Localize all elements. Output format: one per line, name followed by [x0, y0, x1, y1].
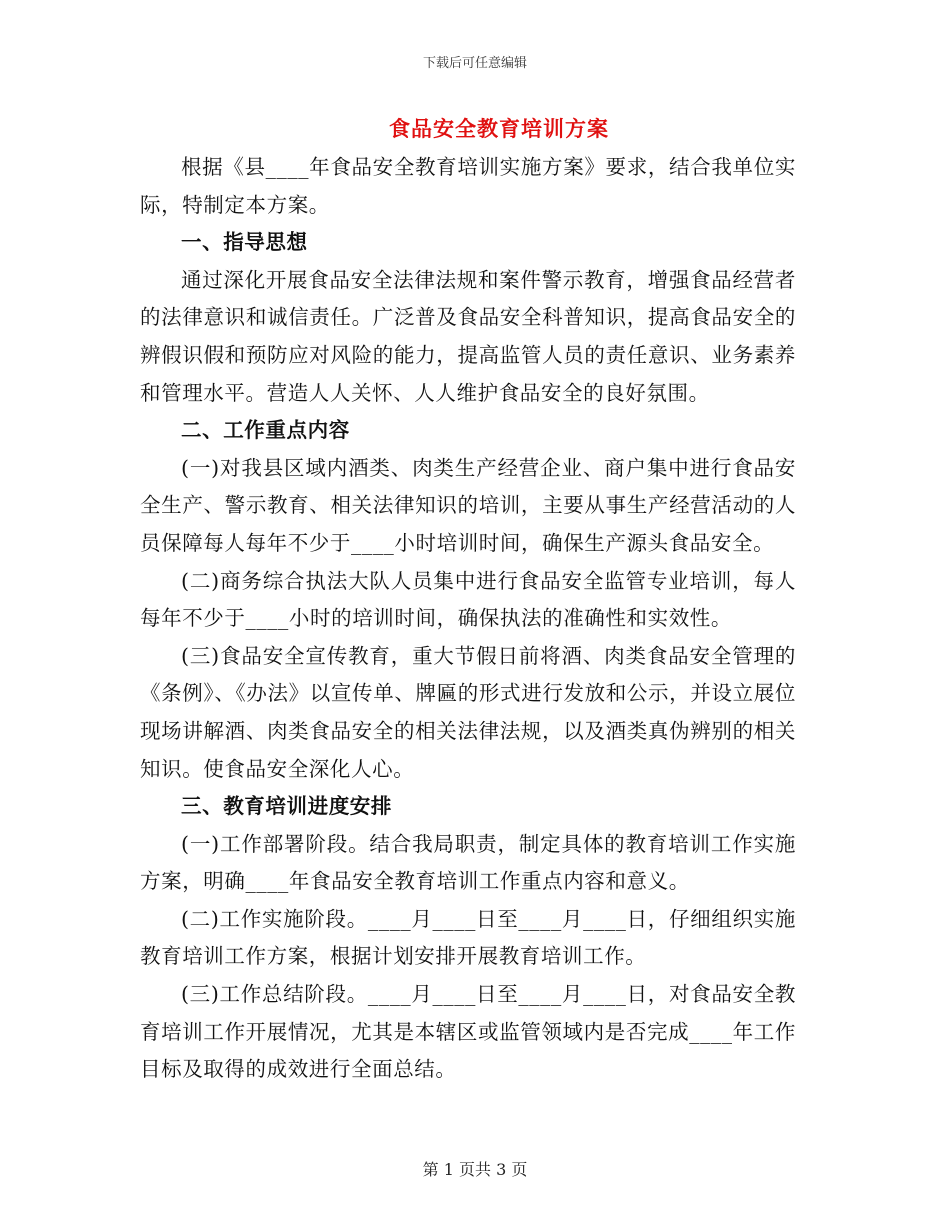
section-heading-3: 三、教育培训进度安排 [181, 794, 392, 819]
intro-paragraph: 根据《县____年食品安全教育培训实施方案》要求，结合我单位实际，特制定本方案。 [140, 155, 796, 217]
section-heading-1: 一、指导思想 [181, 230, 308, 255]
section-3-paragraph-1: (一)工作部署阶段。结合我局职责，制定具体的教育培训工作实施方案，明确____年食品安全教育培训工作重点内容和意义。 [140, 831, 796, 894]
top-note: 下载后可任意编辑 [422, 56, 527, 71]
section-2-paragraph-2: (二)商务综合执法大队人员集中进行食品安全监管专业培训，每人每年不少于____小时的培训时间，确保执法的准确性和实效性。 [140, 568, 796, 631]
section-2-paragraph-1: (一)对我县区域内酒类、肉类生产经营企业、商户集中进行食品安全生产、警示教育、相关法律知识的培训，主要从事生产经营活动的人员保障每人每年不少于____小时培训时间，确保生产源头食品安全。 [140, 455, 796, 555]
section-3-paragraph-3: (三)工作总结阶段。____月____日至____月____日，对食品安全教育培训工作开展情况，尤其是本辖区或监管领域内是否完成____年工作目标及取得的成效进行全面总结。 [140, 982, 796, 1082]
section-2-paragraph-3: (三)食品安全宣传教育，重大节假日前将酒、肉类食品安全管理的《条例》、《办法》以宣传单、牌匾的形式进行发放和公示，并设立展位现场讲解酒、肉类食品安全的相关法律法规，以及酒类真伪辨别的相关知识。使食品安全深化人心。 [140, 643, 796, 781]
section-1-paragraph-1: 通过深化开展食品安全法律法规和案件警示教育，增强食品经营者的法律意识和诚信责任。广泛普及食品安全科普知识，提高食品安全的辨假识假和预防应对风险的能力，提高监管人员的责任意识、业务素养和管理水平。营造人人关怀、人人维护食品安全的良好氛围。 [140, 267, 796, 405]
document-body [140, 149, 796, 1089]
page-footer: 第 1 页共 3 页 [422, 1160, 528, 1179]
section-heading-2: 二、工作重点内容 [181, 418, 350, 443]
document-title: 食品安全教育培训方案 [389, 116, 609, 141]
section-3-paragraph-2: (二)工作实施阶段。____月____日至____月____日，仔细组织实施教育培训工作方案，根据计划安排开展教育培训工作。 [140, 906, 796, 969]
